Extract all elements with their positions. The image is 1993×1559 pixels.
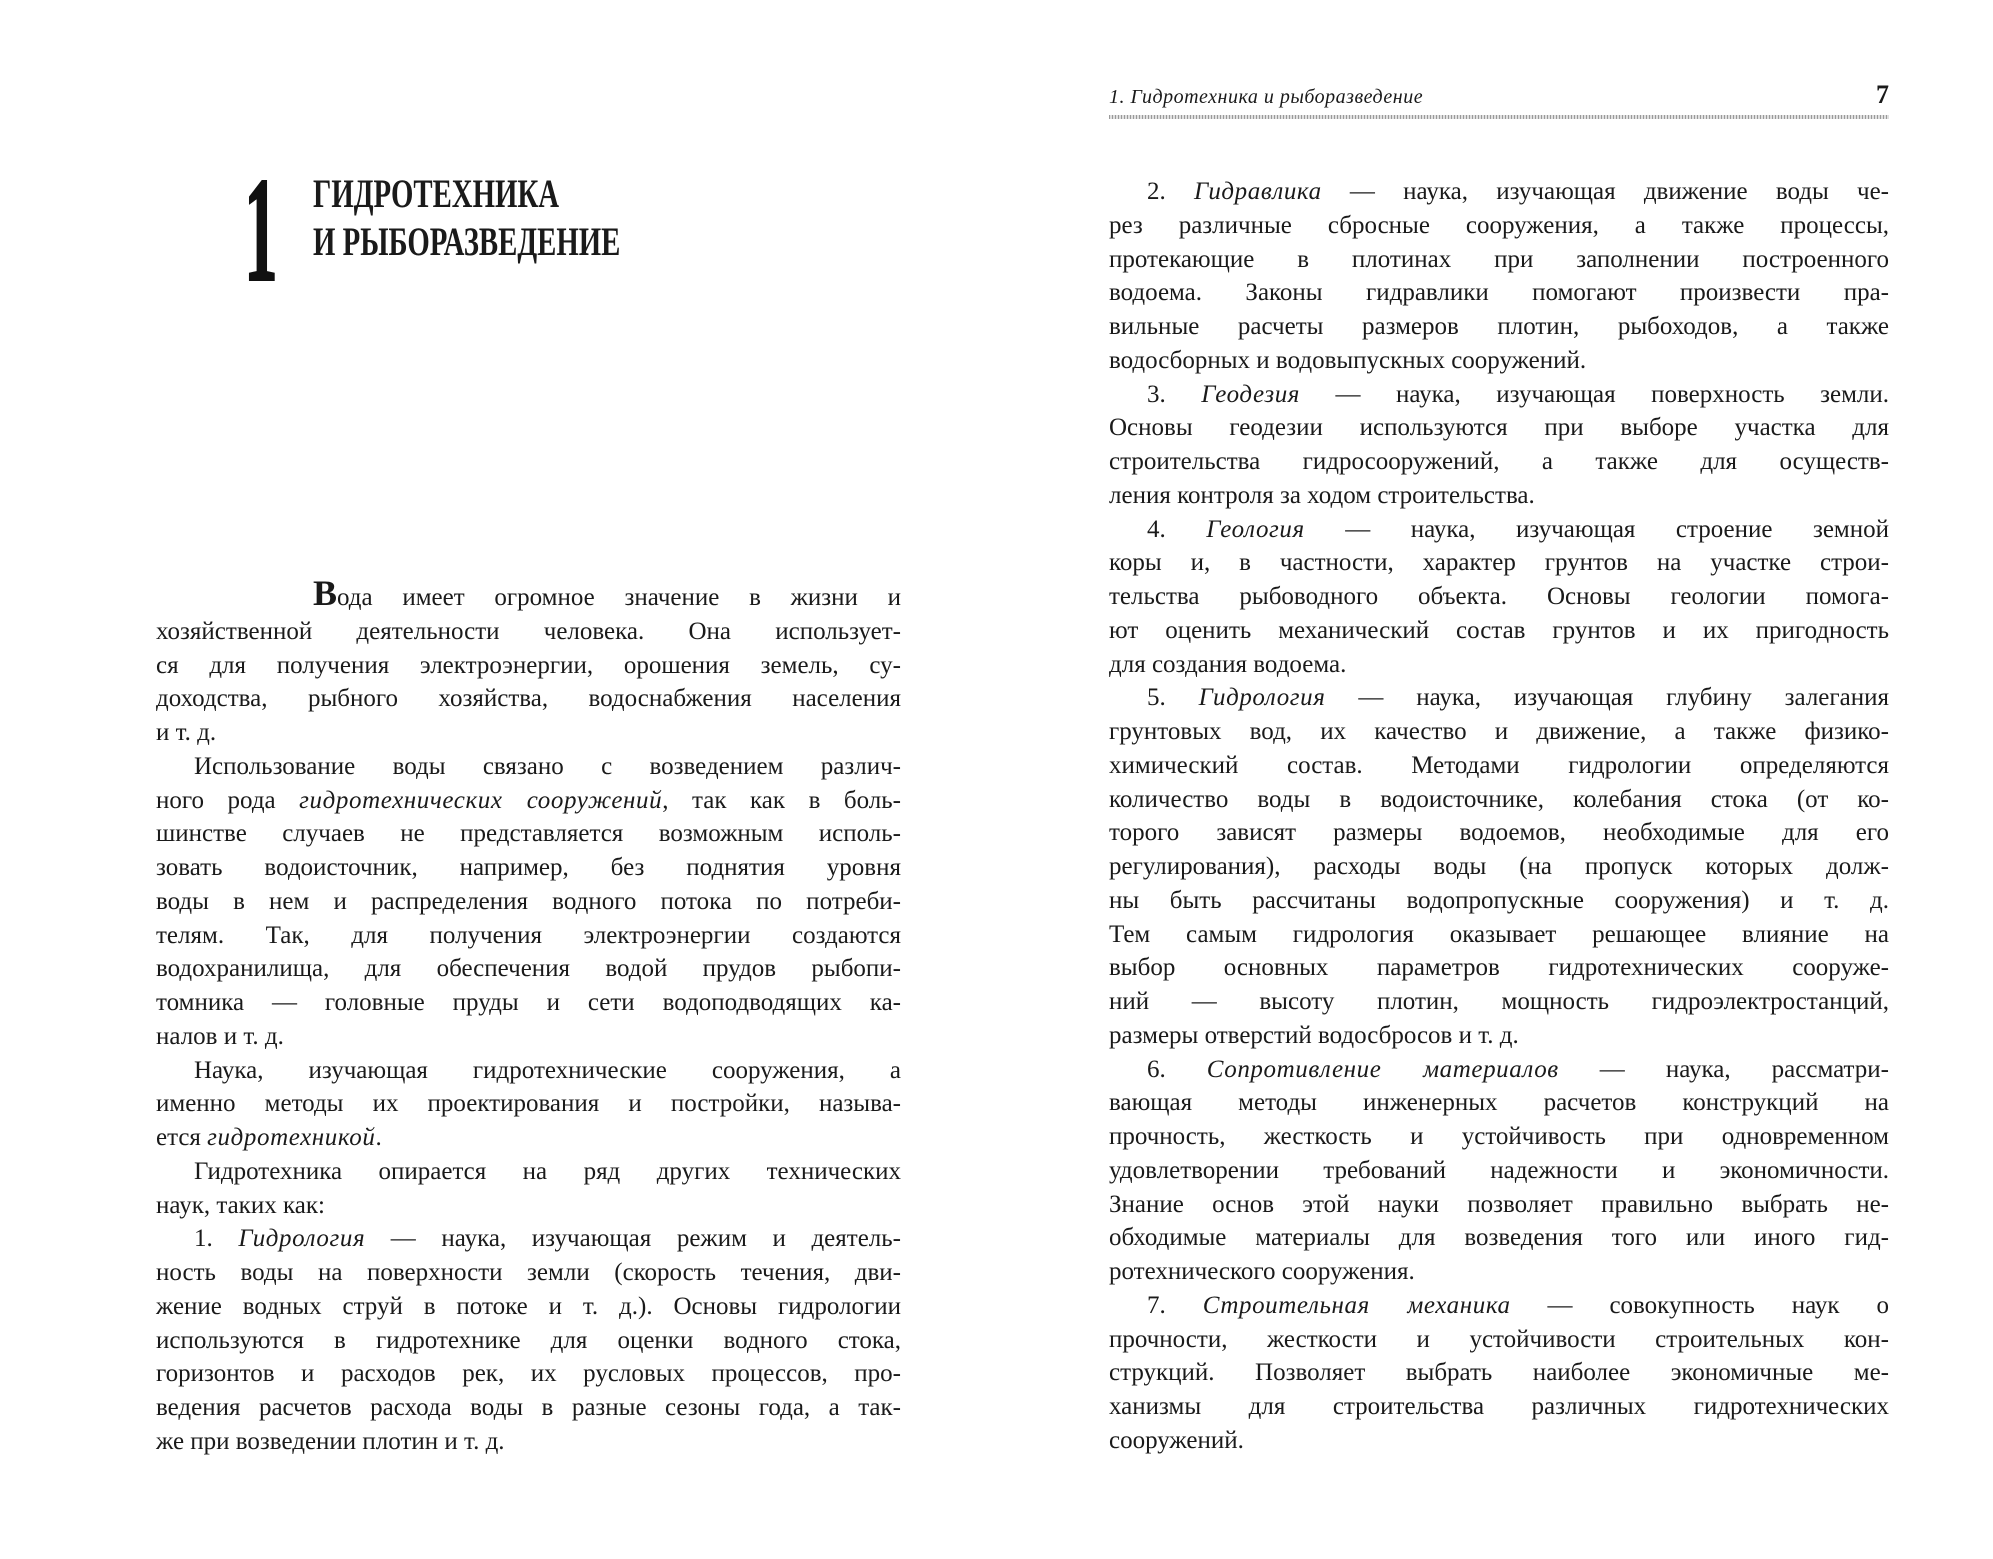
text-span: Основы геодезии используются при выборе участка для <box>1109 414 1889 442</box>
text-line <box>1109 749 1889 783</box>
header-rule <box>1109 115 1889 119</box>
text-line <box>1109 310 1889 344</box>
text-line <box>156 1324 901 1358</box>
text-span: воды в нем и распределения водного потока по потреби- <box>156 887 901 915</box>
text-span: для создания водоема. <box>1109 650 1347 678</box>
text-line <box>156 1020 901 1054</box>
text-line <box>1109 1154 1889 1188</box>
text-span: ода имеет огромное значение в жизни и <box>337 584 901 611</box>
text-line <box>156 784 901 818</box>
text-line <box>1109 816 1889 850</box>
running-header-title: 1. Гидротехника и рыборазведение <box>1109 86 1424 108</box>
text-span: вающая методы инженерных расчетов конструкций на <box>1109 1089 1889 1117</box>
paragraph <box>156 1155 901 1223</box>
text-span: ний — высоту плотин, мощность гидроэлектростанций, <box>1109 988 1889 1015</box>
text-span: выбор основных параметров гидротехнических сооруже- <box>1109 954 1889 982</box>
text-line <box>1109 715 1889 749</box>
text-line <box>1109 1221 1889 1255</box>
paragraph <box>1109 513 1889 682</box>
text-line <box>1109 1053 1889 1087</box>
text-line <box>1109 479 1889 513</box>
text-line <box>1109 985 1889 1019</box>
text-span: ся для получения электроэнергии, орошения земель, су- <box>156 651 901 679</box>
text-line <box>1109 546 1889 580</box>
text-line <box>156 716 901 750</box>
text-span: 5. <box>1147 684 1199 712</box>
text-line <box>1109 1120 1889 1154</box>
paragraph <box>1109 175 1889 378</box>
text-span: наук, таких как: <box>156 1191 325 1219</box>
text-line <box>1109 445 1889 479</box>
text-line <box>156 750 901 784</box>
page-number: 7 <box>1876 80 1889 109</box>
text-line <box>156 1290 901 1324</box>
text-span: тельства рыбоводного объекта. Основы геологии помога- <box>1109 583 1889 610</box>
text-line <box>1109 648 1889 682</box>
text-span: используются в гидротехнике для оценки водного стока, <box>156 1326 901 1354</box>
text-span: регулирования), расходы воды (на пропуск которых долж- <box>1109 853 1889 880</box>
text-line <box>156 1425 901 1459</box>
text-line <box>1109 1255 1889 1289</box>
italic-term: Строительная механика <box>1202 1291 1511 1319</box>
text-line <box>1109 1356 1889 1390</box>
text-line <box>1109 681 1889 715</box>
text-span: рез различные сбросные сооружения, а также процессы, <box>1109 211 1889 239</box>
text-span: и т. д. <box>156 719 217 746</box>
text-span: зовать водоисточник, например, без поднятия уровня <box>156 854 901 881</box>
italic-term: Геодезия <box>1201 380 1301 408</box>
paragraph <box>1109 681 1889 1052</box>
text-line <box>1109 1390 1889 1424</box>
text-span: ного рода <box>156 786 300 814</box>
paragraph <box>1109 1289 1889 1458</box>
italic-term: Сопротивление материалов <box>1206 1055 1559 1083</box>
text-line <box>1109 411 1889 445</box>
text-span: водохранилища, для обеспечения водой прудов рыбопи- <box>156 955 901 983</box>
text-line <box>156 1357 901 1391</box>
text-span: доходства, рыбного хозяйства, водоснабжения населения <box>156 685 901 713</box>
paragraph <box>156 1222 901 1458</box>
text-span: Тем самым гидрология оказывает решающее влияние на <box>1109 920 1889 948</box>
text-span: Знание основ этой науки позволяет правильно выбрать не- <box>1109 1190 1889 1218</box>
text-line <box>156 851 901 885</box>
paragraph <box>1109 1053 1889 1289</box>
text-span: торого зависят размеры водоемов, необходимые для его <box>1109 819 1889 847</box>
italic-term: Гидрология <box>238 1225 366 1253</box>
text-span: прочность, жесткость и устойчивость при одновременном <box>1109 1123 1889 1150</box>
paragraph <box>1109 378 1889 513</box>
italic-term: Гидрология <box>1198 684 1326 712</box>
text-line <box>156 1256 901 1290</box>
paragraph <box>156 750 901 1054</box>
text-span: , так как в боль- <box>662 786 901 814</box>
text-line <box>1109 918 1889 952</box>
text-span: ны быть рассчитаны водопропускные сооружения) и т. д. <box>1109 886 1889 914</box>
text-span: ют оценить механический состав грунтов и их пригодность <box>1109 616 1889 644</box>
text-span: горизонтов и расходов рек, их русловых процессов, про- <box>156 1360 901 1388</box>
text-span: Гидротехника опирается на ряд других технических <box>194 1157 901 1185</box>
text-span: ность воды на поверхности земли (скорость течения, дви- <box>156 1259 901 1286</box>
italic-term: Геология <box>1206 515 1305 543</box>
text-line <box>1109 1289 1889 1323</box>
text-span: сооружений. <box>1109 1426 1244 1454</box>
text-line <box>1109 209 1889 243</box>
text-line <box>156 615 901 649</box>
chapter-title-line: И РЫБОРАЗВЕДЕНИЕ <box>313 219 621 264</box>
text-span: 6. <box>1147 1055 1207 1083</box>
text-line <box>156 1054 901 1088</box>
text-span: хозяйственной деятельности человека. Она использует- <box>156 617 901 645</box>
text-line <box>1109 614 1889 648</box>
text-line <box>156 952 901 986</box>
text-line <box>1109 1019 1889 1053</box>
text-line <box>1109 276 1889 310</box>
paragraph <box>156 1054 901 1155</box>
text-span: — наука, изучающая глубину залегания <box>1325 684 1890 712</box>
text-span: протекающие в плотинах при заполнении построенного <box>1109 245 1889 273</box>
text-line <box>1109 513 1889 547</box>
text-line <box>1109 175 1889 209</box>
text-span: ления контроля за ходом строительства. <box>1109 481 1535 509</box>
text-span: 1. <box>194 1225 239 1253</box>
text-span: коры и, в частности, характер грунтов на участке строи- <box>1109 549 1889 577</box>
text-line <box>1109 850 1889 884</box>
text-line <box>156 1391 901 1425</box>
text-line <box>1109 1086 1889 1120</box>
text-span: водоема. Законы гидравлики помогают произвести пра- <box>1109 279 1889 307</box>
text-line <box>1109 344 1889 378</box>
text-line <box>1109 951 1889 985</box>
text-span: обходимые материалы для возведения того или иного гид- <box>1109 1224 1889 1252</box>
text-span: ведения расчетов расхода воды в разные сезоны года, а так- <box>156 1394 901 1421</box>
text-span: — наука, изучающая строение земной <box>1304 515 1890 543</box>
text-span: — наука, изучающая движение воды че- <box>1321 178 1890 205</box>
text-line <box>1109 580 1889 614</box>
chapter-title <box>313 170 620 266</box>
drop-cap: В <box>313 573 338 613</box>
text-line <box>156 885 901 919</box>
text-span: именно методы их проектирования и постройки, называ- <box>156 1090 901 1118</box>
text-span: химический состав. Методами гидрологии определяются <box>1109 751 1889 779</box>
text-span: же при возведении плотин и т. д. <box>156 1427 505 1455</box>
text-line <box>156 1222 901 1256</box>
text-line <box>1109 378 1889 412</box>
text-span: шинстве случаев не представляется возможным исполь- <box>156 820 901 848</box>
text-span: удовлетворении требований надежности и экономичности. <box>1109 1156 1889 1184</box>
chapter-title-line: ГИДРОТЕХНИКА <box>313 171 560 216</box>
text-line <box>156 817 901 851</box>
text-span: Использование воды связано с возведением различ- <box>194 752 901 780</box>
italic-term: Гидравлика <box>1193 178 1322 205</box>
text-span: ханизмы для строительства различных гидротехнических <box>1109 1393 1889 1420</box>
text-span: вильные расчеты размеров плотин, рыбоходов, а также <box>1109 313 1889 340</box>
text-span: — наука, изучающая режим и деятель- <box>365 1225 901 1253</box>
text-span: 7. <box>1147 1291 1203 1319</box>
text-line <box>156 1155 901 1189</box>
text-span: телям. Так, для получения электроэнергии создаются <box>156 921 901 949</box>
text-line <box>1109 1188 1889 1222</box>
text-line <box>156 919 901 953</box>
text-line <box>156 986 901 1020</box>
text-span: водосборных и водовыпускных сооружений. <box>1109 346 1587 374</box>
text-span: 2. <box>1147 178 1194 205</box>
text-span: строительства гидросооружений, а также для осуществ- <box>1109 448 1889 475</box>
text-span: — наука, рассматри- <box>1558 1055 1889 1083</box>
text-span: прочности, жесткости и устойчивости строительных кон- <box>1109 1325 1889 1353</box>
paragraph <box>156 573 901 750</box>
text-line <box>156 649 901 683</box>
italic-term: гидротехнических сооружений <box>299 786 663 814</box>
text-span: ротехнического сооружения. <box>1109 1258 1415 1285</box>
text-span: . <box>375 1124 382 1151</box>
text-span: — наука, изучающая поверхность земли. <box>1300 380 1890 408</box>
text-line <box>156 1087 901 1121</box>
text-span: размеры отверстий водосбросов и т. д. <box>1109 1021 1519 1049</box>
text-span: жение водных струй в потоке и т. д.). Основы гидрологии <box>156 1292 901 1320</box>
text-line <box>1109 783 1889 817</box>
text-line <box>156 573 901 615</box>
left-page-text <box>156 573 901 1459</box>
text-span: налов и т. д. <box>156 1022 284 1050</box>
text-line <box>1109 884 1889 918</box>
italic-term: гидротехникой <box>207 1124 376 1151</box>
chapter-number: 1 <box>244 147 278 313</box>
text-line <box>1109 243 1889 277</box>
text-span: Наука, изучающая гидротехнические сооружения, а <box>194 1056 901 1084</box>
text-line <box>1109 1424 1889 1458</box>
text-line <box>156 1189 901 1223</box>
text-line <box>1109 1323 1889 1357</box>
text-span: томника — головные пруды и сети водоподводящих ка- <box>156 989 901 1016</box>
running-header <box>1109 80 1889 114</box>
right-page-text <box>1109 175 1889 1458</box>
text-span: 3. <box>1147 380 1202 408</box>
text-span: струкций. Позволяет выбрать наиболее экономичные ме- <box>1109 1359 1889 1387</box>
text-span: 4. <box>1147 515 1207 543</box>
text-span: ется <box>156 1124 208 1151</box>
text-line <box>156 1121 901 1155</box>
text-span: — совокупность наук о <box>1510 1291 1889 1319</box>
text-line <box>156 682 901 716</box>
text-span: грунтовых вод, их качество и движение, а также физико- <box>1109 718 1889 745</box>
text-span: количество воды в водоисточнике, колебания стока (от ко- <box>1109 785 1889 813</box>
